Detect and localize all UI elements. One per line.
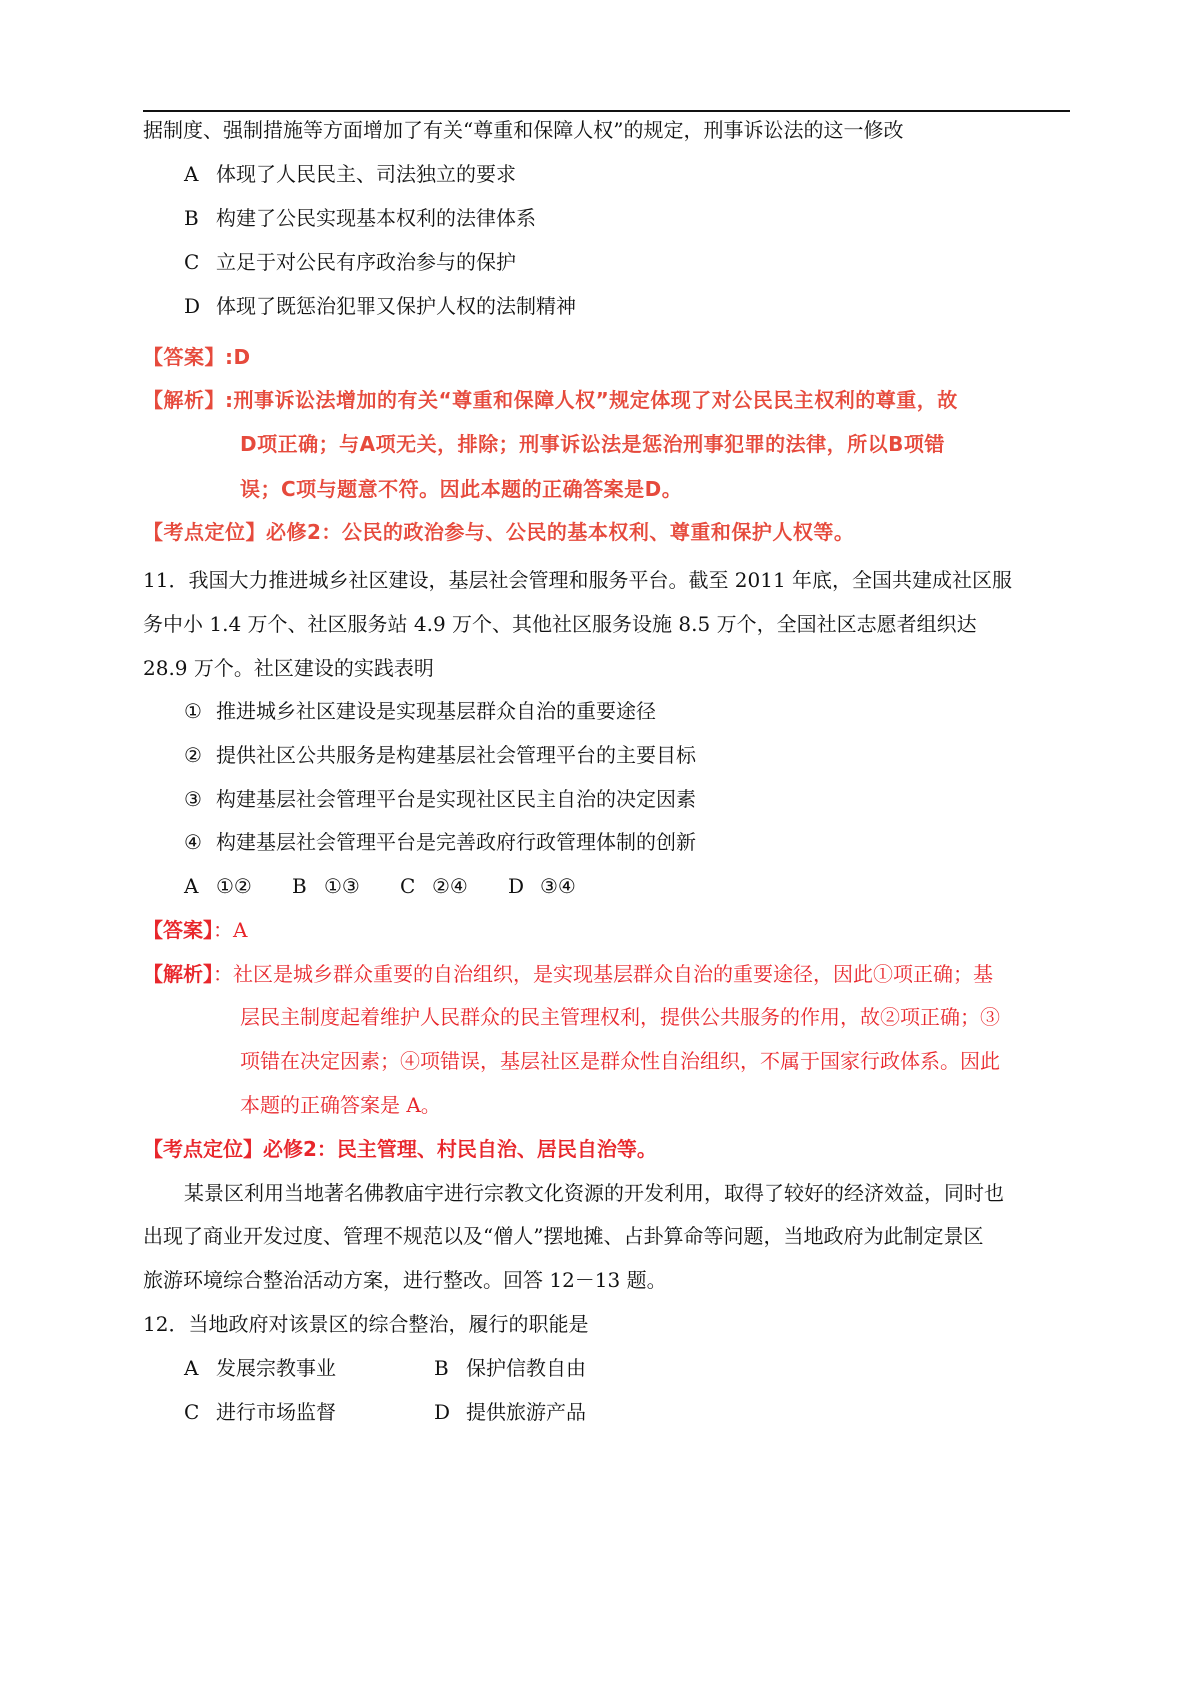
- q12-option-b: B 保护信教自由: [434, 1356, 586, 1380]
- q11-stem-line: 务中小 1.4 万个、社区服务站 4.9 万个、其他社区服务设施 8.5 万个，全国社区志愿者组织达: [143, 612, 977, 636]
- header-rule: [143, 110, 1070, 112]
- q10-analysis-first: 【解析】:刑事诉讼法增加的有关“尊重和保障人权”规定体现了对公民民主权利的尊重，故: [143, 388, 958, 412]
- q10-option-c: C 立足于对公民有序政治参与的保护: [184, 250, 516, 274]
- q10-option-d: D 体现了既惩治犯罪又保护人权的法制精神: [184, 294, 576, 318]
- q11-analysis-line: 项错在决定因素；④项错误，基层社区是群众性自治组织，不属于国家行政体系。因此: [240, 1049, 1000, 1073]
- q12-options-row-1: [184, 1354, 586, 1382]
- q10-option-a: A 体现了人民民主、司法独立的要求: [184, 162, 516, 186]
- q11-statement-2: ② 提供社区公共服务是构建基层社会管理平台的主要目标: [184, 743, 696, 767]
- q10-kaodian: 【考点定位】必修2：公民的政治参与、公民的基本权利、尊重和保护人权等。: [143, 520, 855, 544]
- q11-choice-a: A ①②: [184, 874, 252, 898]
- q10-analysis-line: 误；C项与题意不符。因此本题的正确答案是D。: [240, 477, 683, 501]
- q12-stem: 12．当地政府对该景区的综合整治，履行的职能是: [143, 1312, 589, 1336]
- q10-stem-tail: 据制度、强制措施等方面增加了有关“尊重和保障人权”的规定，刑事诉讼法的这一修改: [143, 118, 904, 142]
- material-line: 某景区利用当地著名佛教庙宇进行宗教文化资源的开发利用，取得了较好的经济效益，同时也: [184, 1181, 1004, 1205]
- material-line: 出现了商业开发过度、管理不规范以及“僧人”摆地摊、占卦算命等问题，当地政府为此制定景区: [143, 1224, 984, 1248]
- q10-analysis-line: D项正确；与A项无关，排除；刑事诉讼法是惩治刑事犯罪的法律，所以B项错: [240, 432, 945, 456]
- q11-choice-c: C ②④: [400, 874, 468, 898]
- q12-option-c: C 进行市场监督: [184, 1400, 336, 1424]
- q12-options-row-2: [184, 1398, 586, 1426]
- q12-option-d: D 提供旅游产品: [434, 1400, 586, 1424]
- q11-statement-3: ③ 构建基层社会管理平台是实现社区民主自治的决定因素: [184, 787, 696, 811]
- q11-stem-line: 11．我国大力推进城乡社区建设，基层社会管理和服务平台。截至 2011 年底，全国共建成社区服: [143, 568, 1013, 592]
- q12-option-a: A 发展宗教事业: [184, 1356, 336, 1380]
- q11-analysis-first: 【解析】：社区是城乡群众重要的自治组织，是实现基层群众自治的重要途径，因此①项正确；基: [143, 962, 993, 986]
- q11-choices: [184, 872, 576, 900]
- q11-statement-4: ④ 构建基层社会管理平台是完善政府行政管理体制的创新: [184, 830, 696, 854]
- q11-analysis-line: 本题的正确答案是 A。: [240, 1093, 441, 1117]
- q11-choice-b: B ①③: [292, 874, 360, 898]
- q11-analysis-line: 层民主制度起着维护人民群众的民主管理权利，提供公共服务的作用，故②项正确；③: [240, 1005, 1000, 1029]
- q11-statement-1: ① 推进城乡社区建设是实现基层群众自治的重要途径: [184, 699, 656, 723]
- q11-stem-line: 28.9 万个。社区建设的实践表明: [143, 656, 434, 680]
- q10-option-b: B 构建了公民实现基本权利的法律体系: [184, 206, 536, 230]
- material-line: 旅游环境综合整治活动方案，进行整改。回答 12－13 题。: [143, 1268, 667, 1292]
- q11-answer: 【答案】：A: [143, 918, 248, 942]
- q11-choice-d: D ③④: [508, 874, 576, 898]
- q11-kaodian: 【考点定位】必修2：民主管理、村民自治、居民自治等。: [143, 1137, 657, 1161]
- q10-answer: 【答案】:D: [143, 345, 251, 369]
